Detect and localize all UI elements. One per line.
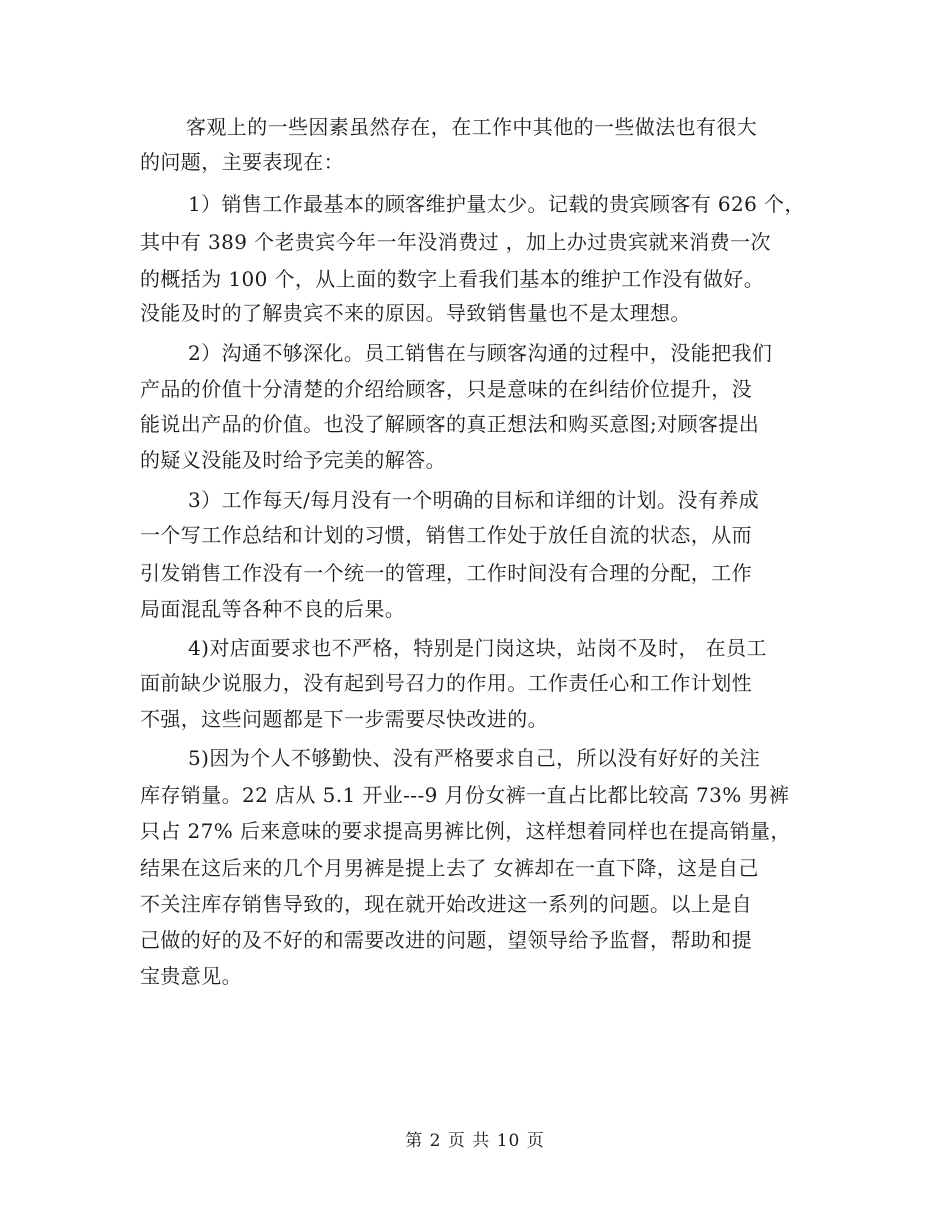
body-line: 2）沟通不够深化。员工销售在与顾客沟通的过程中，没能把我们 — [188, 341, 773, 365]
body-line: 5)因为个人不够勤快、没有严格要求自己，所以没有好好的关注 — [188, 746, 761, 770]
body-line: 产品的价值十分清楚的介绍给顾客，只是意味的在纠结价位提升，没 — [140, 377, 752, 401]
body-line: 引发销售工作没有一个统一的管理，工作时间没有合理的分配，工作 — [140, 561, 752, 585]
body-line: 1）销售工作最基本的顾客维护量太少。记载的贵宾顾客有 626 个， — [188, 192, 805, 216]
body-line: 4)对店面要求也不严格，特别是门岗这块，站岗不及时， 在员工 — [188, 636, 767, 660]
body-line: 其中有 389 个老贵宾今年一年没消费过 ，加上办过贵宾就来消费一次 — [140, 230, 771, 254]
body-line: 只占 27% 后来意味的要求提高男裤比例，这样想着同样也在提高销量， — [140, 819, 791, 843]
body-line: 的概括为 100 个，从上面的数字上看我们基本的维护工作没有做好。 — [140, 267, 765, 291]
body-line: 一个写工作总结和计划的习惯，销售工作处于放任自流的状态，从而 — [140, 523, 752, 547]
body-line: 不强，这些问题都是下一步需要尽快改进的。 — [140, 707, 548, 731]
body-line: 3）工作每天/每月没有一个明确的目标和详细的计划。没有养成 — [188, 488, 760, 512]
body-line: 结果在这后来的几个月男裤是提上去了 女裤却在一直下降，这是自己 — [140, 856, 759, 880]
body-line: 的问题，主要表现在： — [140, 150, 344, 174]
body-line: 没能及时的了解贵宾不来的原因。导致销售量也不是太理想。 — [140, 301, 691, 325]
body-line: 面前缺少说服力，没有起到号召力的作用。工作责任心和工作计划性 — [140, 671, 752, 695]
body-line: 的疑义没能及时给予完美的解答。 — [140, 448, 446, 472]
body-line: 局面混乱等各种不良的后果。 — [140, 597, 406, 621]
body-line: 己做的好的及不好的和需要改进的问题，望领导给予监督，帮助和提 — [140, 928, 752, 952]
body-line: 能说出产品的价值。也没了解顾客的真正想法和购买意图;对顾客提出 — [140, 412, 760, 436]
body-line: 不关注库存销售导致的，现在就开始改进这一系列的问题。以上是自 — [140, 892, 752, 916]
body-line: 库存销量。22 店从 5.1 开业---9 月份女裤一直占比都比较高 73% 男裤 — [140, 783, 790, 807]
body-line: 客观上的一些因素虽然存在，在工作中其他的一些做法也有很大 — [186, 115, 758, 139]
body-line: 宝贵意见。 — [140, 964, 242, 988]
page-footer: 第 2 页 共 10 页 — [405, 1131, 545, 1151]
